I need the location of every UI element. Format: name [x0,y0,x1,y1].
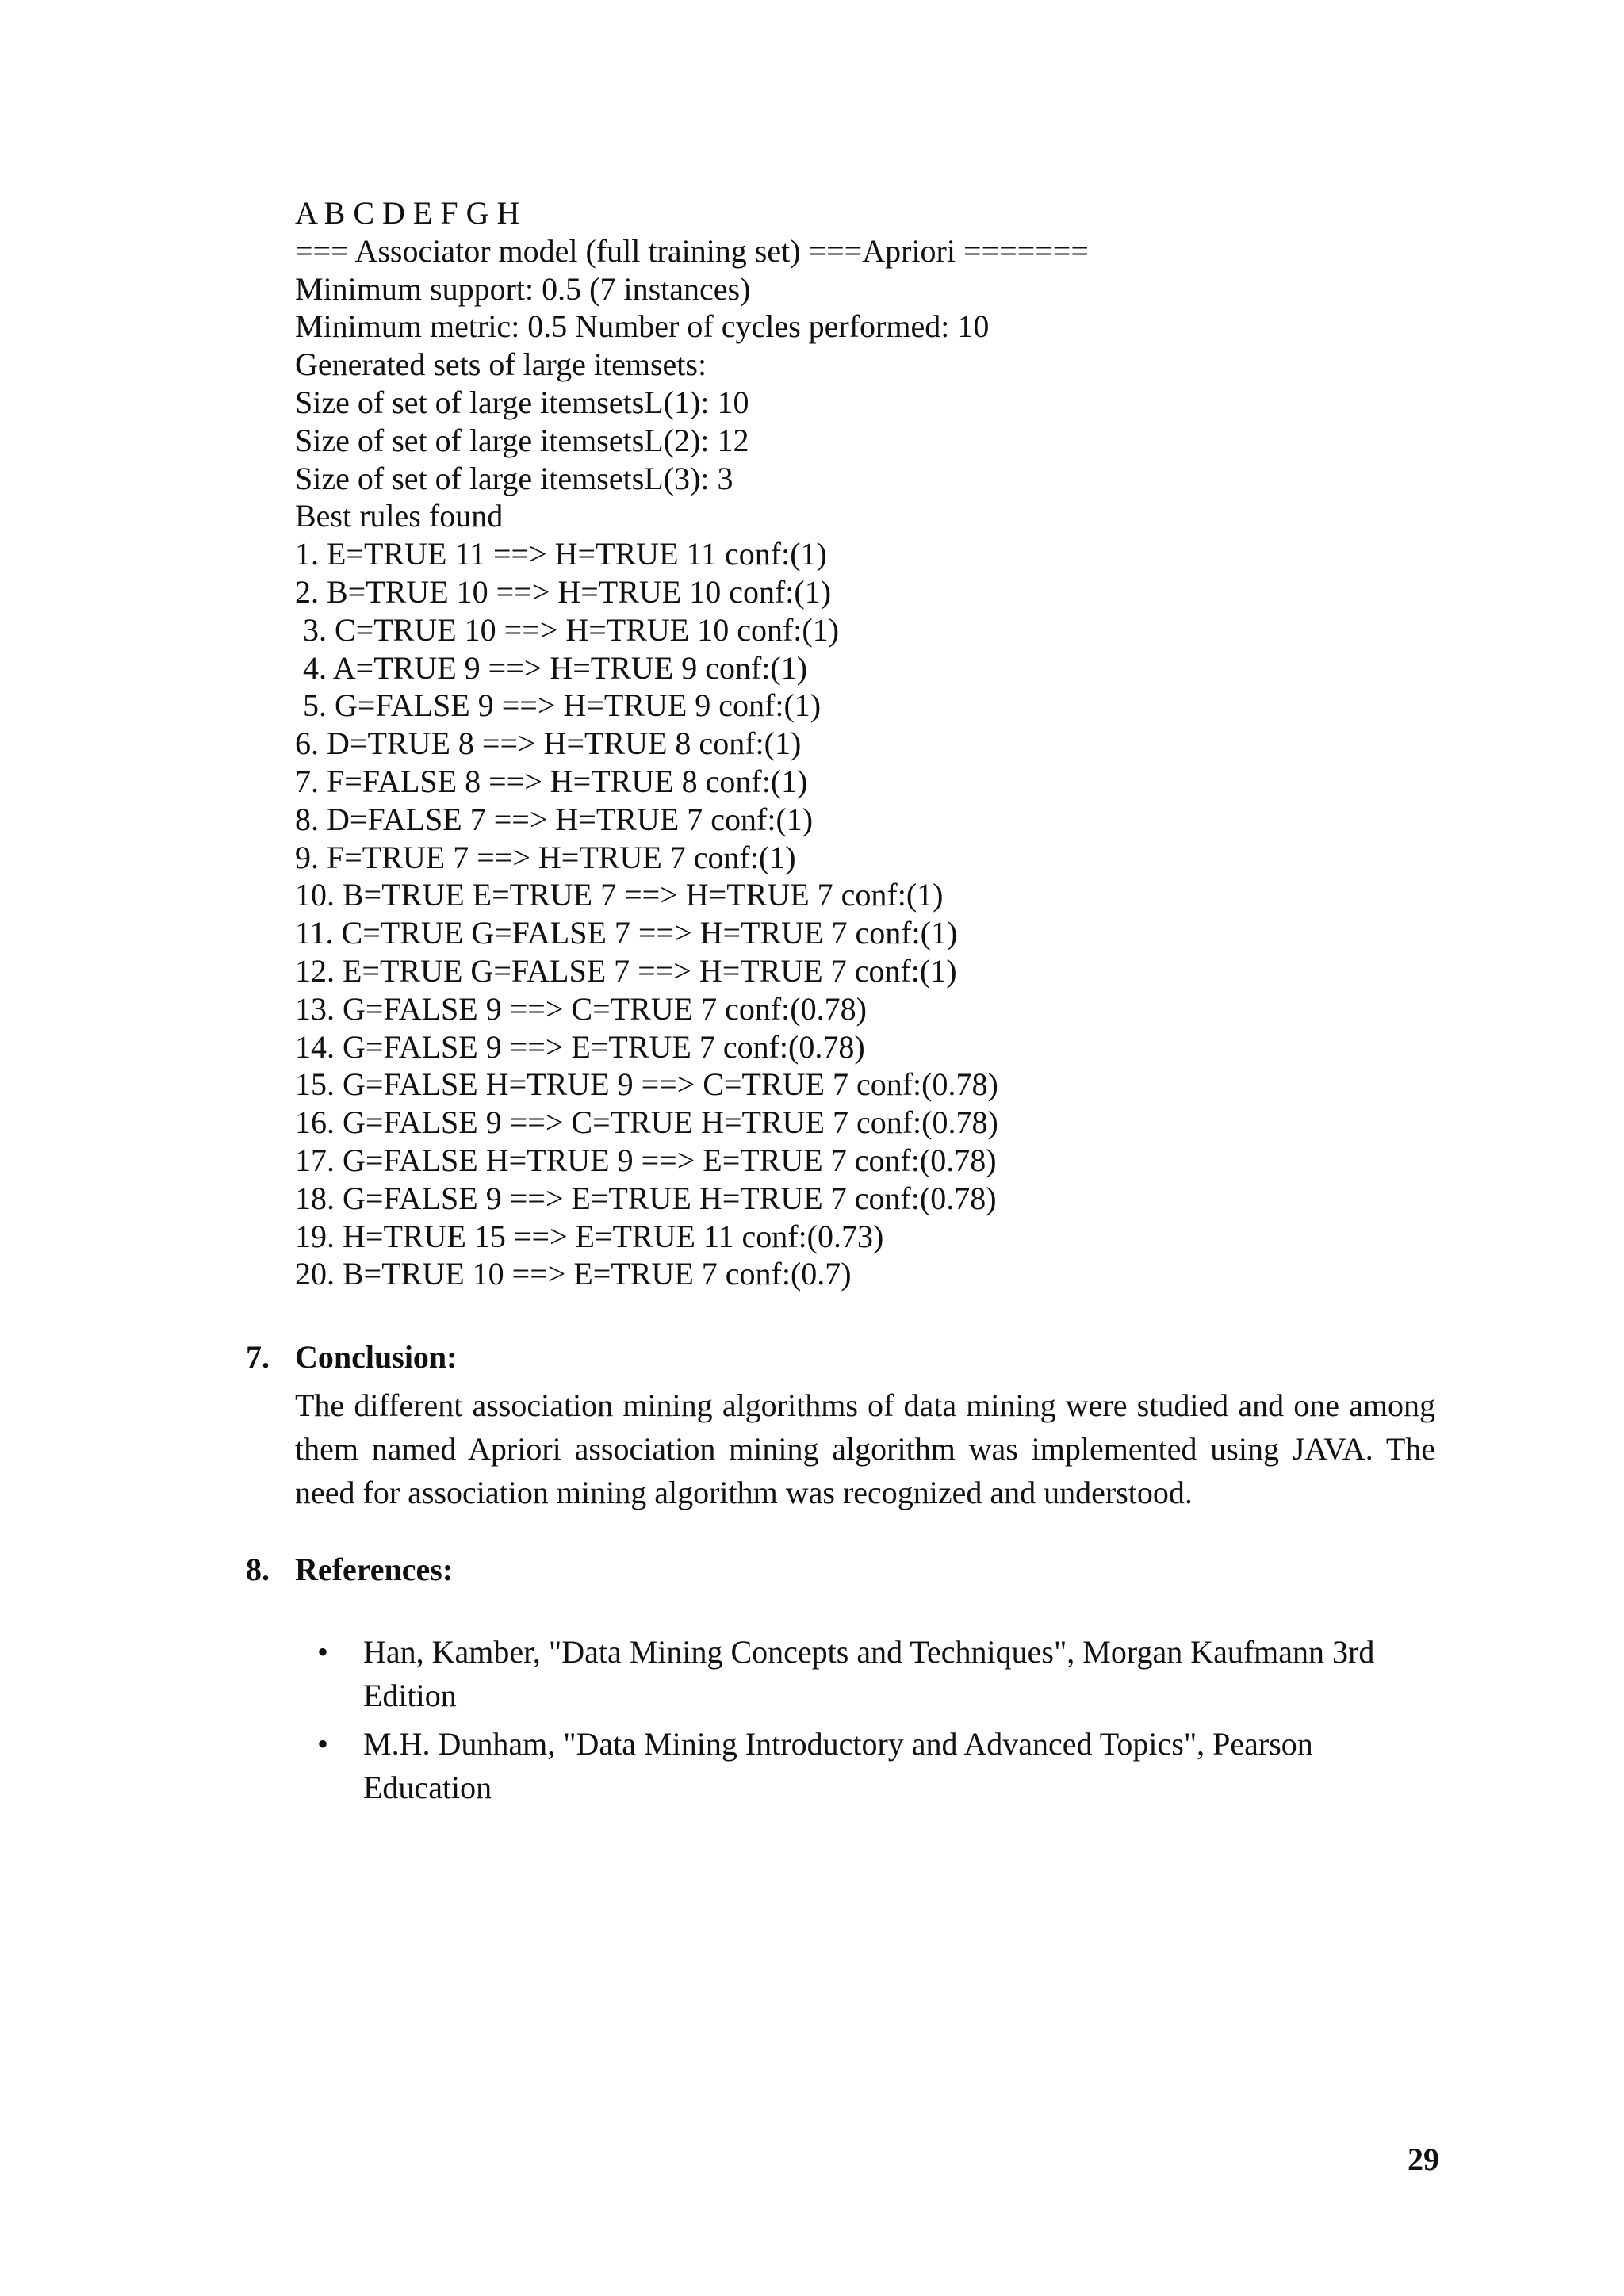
conclusion-section [246,1338,1435,1514]
reference-item [246,1630,1418,1717]
rule-line: 6. D=TRUE 8 ==> H=TRUE 8 conf:(1) [295,725,802,762]
output-line: Size of set of large itemsetsL(1): 10 [295,384,749,420]
reference-text: Han, Kamber, "Data Mining Concepts and Techniques", Morgan Kaufmann 3rd Edition [363,1634,1375,1713]
section-title: Conclusion: [295,1339,458,1375]
output-line: A B C D E F G H [295,195,520,231]
rule-line: 8. D=FALSE 7 ==> H=TRUE 7 conf:(1) [295,801,814,837]
output-line: Size of set of large itemsetsL(2): 12 [295,422,749,458]
rule-line: 4. A=TRUE 9 ==> H=TRUE 9 conf:(1) [295,649,808,686]
section-number: 7. [246,1339,270,1375]
weka-output-block [295,194,1445,1293]
output-line: Generated sets of large itemsets: [295,346,707,383]
rule-line: 18. G=FALSE 9 ==> E=TRUE H=TRUE 7 conf:(0.78) [295,1180,997,1216]
rule-line: 7. F=FALSE 8 ==> H=TRUE 8 conf:(1) [295,763,808,799]
rule-line: 5. G=FALSE 9 ==> H=TRUE 9 conf:(1) [295,687,822,724]
output-line: === Associator model (full training set) ===Apriori ======= [295,232,1089,269]
rule-line: 10. B=TRUE E=TRUE 7 ==> H=TRUE 7 conf:(1) [295,877,944,913]
rule-line: 14. G=FALSE 9 ==> E=TRUE 7 conf:(0.78) [295,1028,865,1065]
rule-line: 16. G=FALSE 9 ==> C=TRUE H=TRUE 7 conf:(0.78) [295,1104,998,1141]
bullet-icon: • [317,1726,329,1762]
reference-list [246,1630,1435,1809]
rule-line: 1. E=TRUE 11 ==> H=TRUE 11 conf:(1) [295,536,827,572]
references-heading [246,1551,1435,1589]
rule-line: 19. H=TRUE 15 ==> E=TRUE 11 conf:(0.73) [295,1218,884,1254]
conclusion-heading [246,1338,1435,1376]
rule-line: 3. C=TRUE 10 ==> H=TRUE 10 conf:(1) [295,611,840,648]
page-number: 29 [1408,2141,1439,2177]
rule-line: 15. G=FALSE H=TRUE 9 ==> C=TRUE 7 conf:(0.78) [295,1066,998,1103]
reference-item [246,1722,1418,1809]
rule-line: 9. F=TRUE 7 ==> H=TRUE 7 conf:(1) [295,839,796,875]
rule-line: 17. G=FALSE H=TRUE 9 ==> E=TRUE 7 conf:(0.78) [295,1142,997,1178]
references-section [246,1551,1435,1814]
reference-text: M.H. Dunham, "Data Mining Introductory and Advanced Topics", Pearson Education [363,1726,1313,1805]
output-line: Minimum metric: 0.5 Number of cycles performed: 10 [295,308,990,345]
rule-line: 20. B=TRUE 10 ==> E=TRUE 7 conf:(0.7) [295,1256,852,1292]
output-line: Size of set of large itemsetsL(3): 3 [295,460,733,496]
section-number: 8. [246,1552,270,1587]
bullet-icon: • [317,1634,329,1670]
rule-line: 13. G=FALSE 9 ==> C=TRUE 7 conf:(0.78) [295,990,867,1027]
output-line: Best rules found [295,498,504,534]
section-title: References: [295,1552,454,1587]
output-line: Minimum support: 0.5 (7 instances) [295,270,751,307]
rule-line: 12. E=TRUE G=FALSE 7 ==> H=TRUE 7 conf:(1) [295,952,957,989]
conclusion-paragraph: The different association mining algorithms of data mining were studied and one among them named Apriori association mining algorithm was implemented using JAVA. The need for association mining algorithm was recognized and understood. [295,1387,1435,1510]
rule-line: 2. B=TRUE 10 ==> H=TRUE 10 conf:(1) [295,573,832,610]
rule-line: 11. C=TRUE G=FALSE 7 ==> H=TRUE 7 conf:(1) [295,915,958,951]
